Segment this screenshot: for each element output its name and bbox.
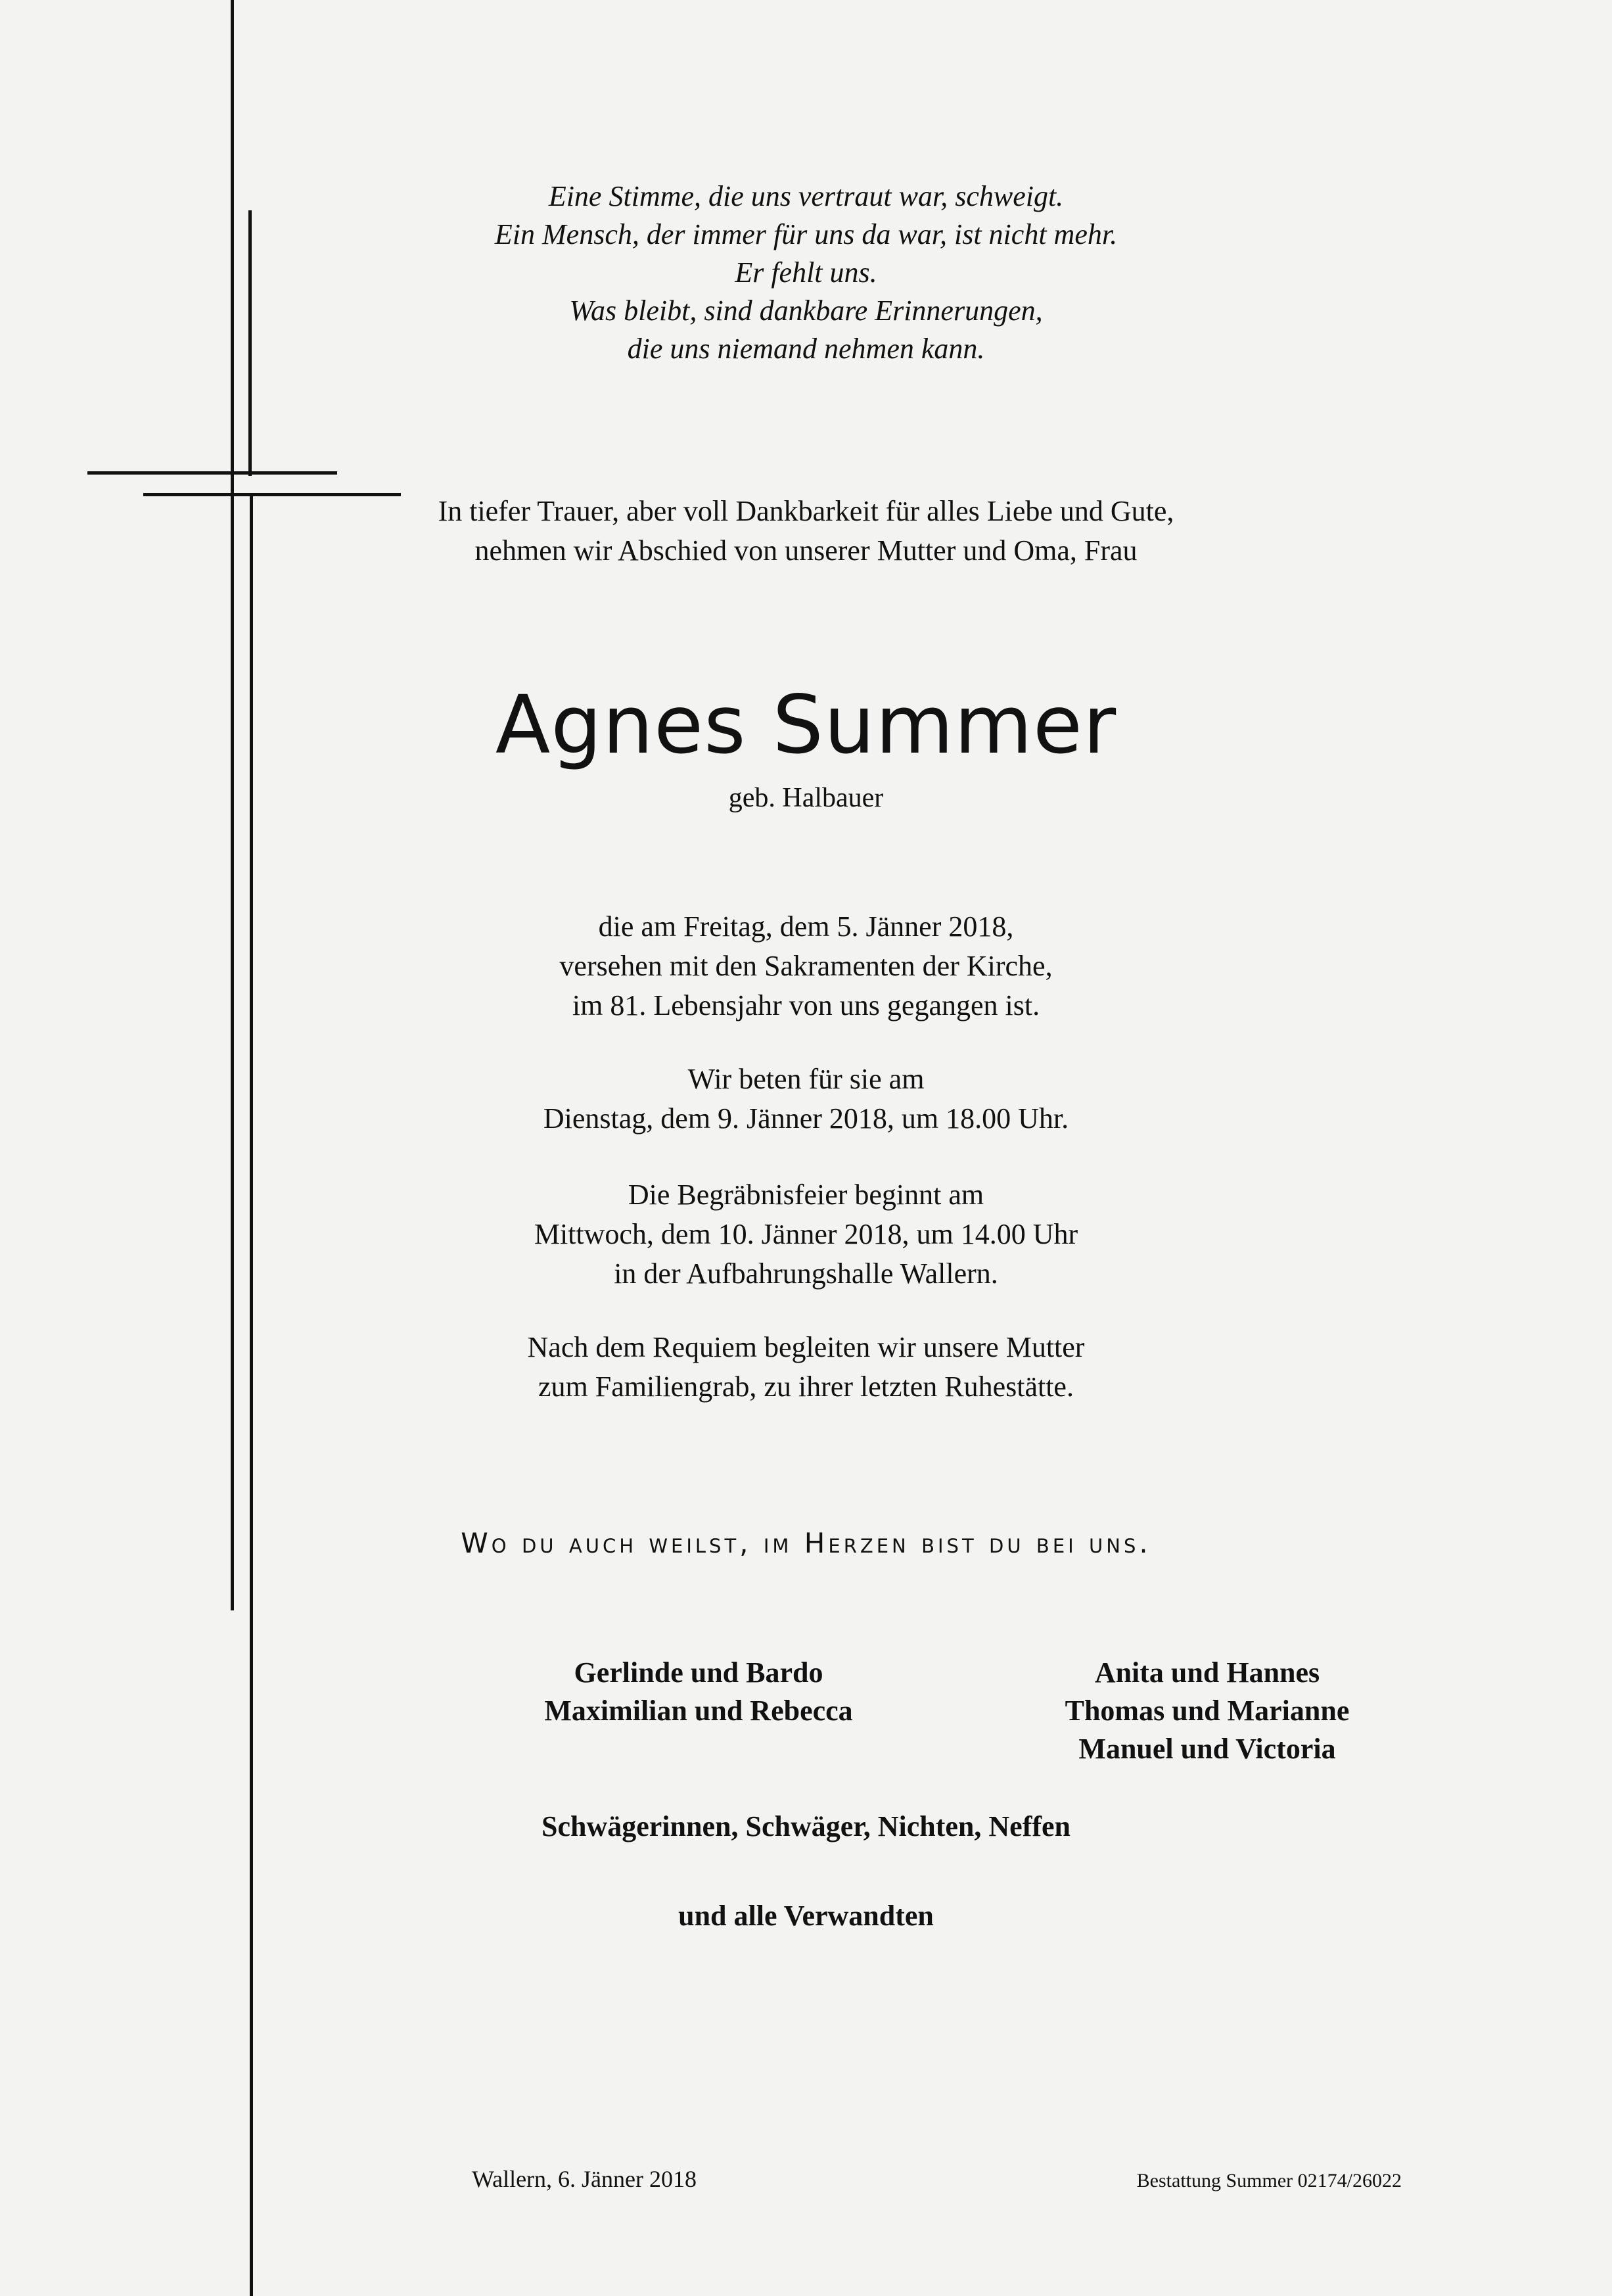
- poem-line: Ein Mensch, der immer für uns da war, ist nicht mehr.: [494, 218, 1118, 250]
- family-member: Manuel und Victoria: [1078, 1733, 1336, 1765]
- paragraph-line: versehen mit den Sakramenten der Kirche,: [559, 950, 1053, 982]
- paragraph-line: Wir beten für sie am: [687, 1063, 925, 1095]
- family-member: Anita und Hannes: [1094, 1656, 1320, 1689]
- paragraph-line: Mittwoch, dem 10. Jänner 2018, um 14.00 Uhr: [534, 1218, 1078, 1250]
- footer-undertaker: Bestattung Summer 02174/26022: [1136, 2170, 1402, 2191]
- maiden-name: geb. Halbauer: [728, 783, 884, 813]
- family-member: Maximilian und Rebecca: [544, 1695, 853, 1727]
- paragraph-line: in der Aufbahrungshalle Wallern.: [614, 1257, 998, 1290]
- cross-line-upper-horizontal: [87, 471, 337, 475]
- family-member: Gerlinde und Bardo: [574, 1656, 823, 1689]
- paragraph-line: die am Freitag, dem 5. Jänner 2018,: [598, 910, 1014, 943]
- paragraph-line: im 81. Lebensjahr von uns gegangen ist.: [572, 989, 1040, 1021]
- inlaws-line: Schwägerinnen, Schwäger, Nichten, Neffen: [541, 1810, 1071, 1842]
- burial-paragraph: [0, 1328, 1612, 1407]
- poem-line: Er fehlt uns.: [735, 256, 877, 289]
- deceased-name: Agnes Summer: [495, 678, 1117, 772]
- intro-line: In tiefer Trauer, aber voll Dankbarkeit für alles Liebe und Gute,: [438, 495, 1174, 527]
- funeral-paragraph: [0, 1175, 1612, 1294]
- motto: Wo du auch weilst, im Herzen bist du bei uns.: [461, 1527, 1151, 1559]
- poem-line: Was bleibt, sind dankbare Erinnerungen,: [569, 294, 1043, 327]
- prayer-paragraph: [0, 1060, 1612, 1138]
- relatives-line: und alle Verwandten: [678, 1900, 934, 1932]
- family-member: Thomas und Marianne: [1065, 1695, 1350, 1727]
- family-left-column: [436, 1654, 961, 1730]
- death-paragraph: [0, 907, 1612, 1025]
- intro-line: nehmen wir Abschied von unserer Mutter und Oma, Frau: [474, 534, 1138, 567]
- intro-text: [0, 492, 1612, 571]
- family-right-column: [944, 1654, 1470, 1768]
- paragraph-line: Dienstag, dem 9. Jänner 2018, um 18.00 Uhr.: [543, 1102, 1069, 1135]
- paragraph-line: zum Familiengrab, zu ihrer letzten Ruhestätte.: [538, 1371, 1074, 1403]
- paragraph-line: Nach dem Requiem begleiten wir unsere Mutter: [527, 1331, 1085, 1363]
- poem-line: Eine Stimme, die uns vertraut war, schweigt.: [548, 180, 1064, 212]
- poem-line: die uns niemand nehmen kann.: [627, 333, 985, 365]
- poem: [0, 177, 1612, 368]
- paragraph-line: Die Begräbnisfeier beginnt am: [628, 1179, 984, 1211]
- footer-place-date: Wallern, 6. Jänner 2018: [472, 2166, 697, 2192]
